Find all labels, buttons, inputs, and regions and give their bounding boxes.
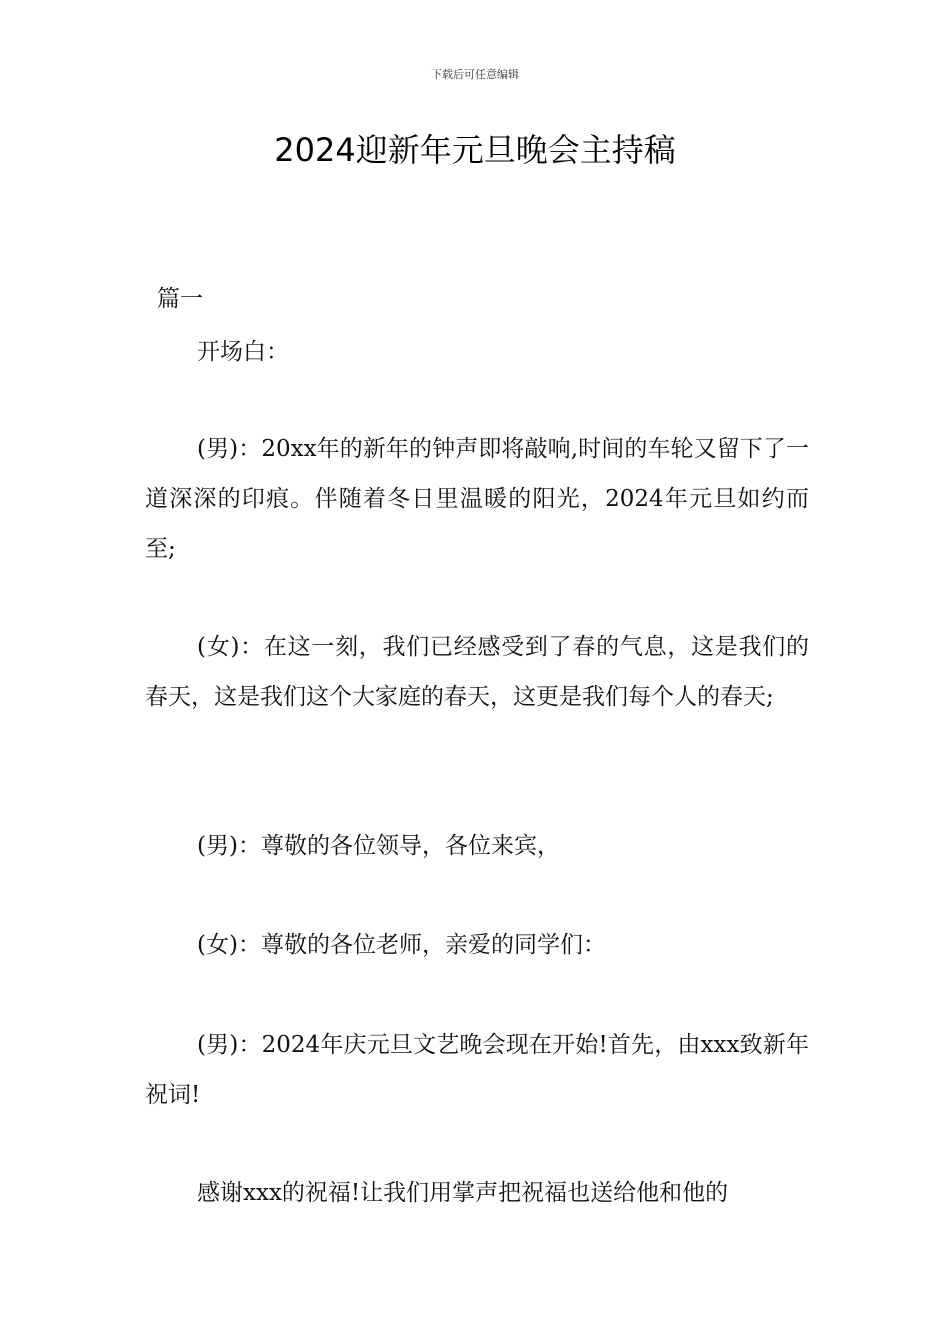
document-title: 2024迎新年元旦晚会主持稿	[274, 131, 676, 169]
paragraph-female-2: (女)：尊敬的各位老师，亲爱的同学们：	[197, 932, 606, 958]
paragraph-male-2: (男)：尊敬的各位领导，各位来宾，	[197, 833, 560, 859]
paragraph-male-3: (男)：2024年庆元旦文艺晚会现在开始!首先，由xxx致新年祝词!	[145, 1032, 809, 1108]
paragraph-opening: 开场白：	[197, 339, 289, 365]
paragraph-male-1: (男)：20xx年的新年的钟声即将敲响,时间的车轮又留下了一道深深的印痕。伴随着冬日里温暖的阳光，2024年元旦如约而至;	[145, 436, 809, 562]
paragraph-thanks: 感谢xxx的祝福!让我们用掌声把祝福也送给他和他的	[197, 1180, 729, 1206]
section-label: 篇一	[157, 286, 203, 312]
paragraph-female-1: (女)：在这一刻，我们已经感受到了春的气息，这是我们的春天，这是我们这个大家庭的春天，这更是我们每个人的春天;	[145, 634, 809, 710]
page-header-note: 下载后可任意编辑	[431, 68, 519, 81]
